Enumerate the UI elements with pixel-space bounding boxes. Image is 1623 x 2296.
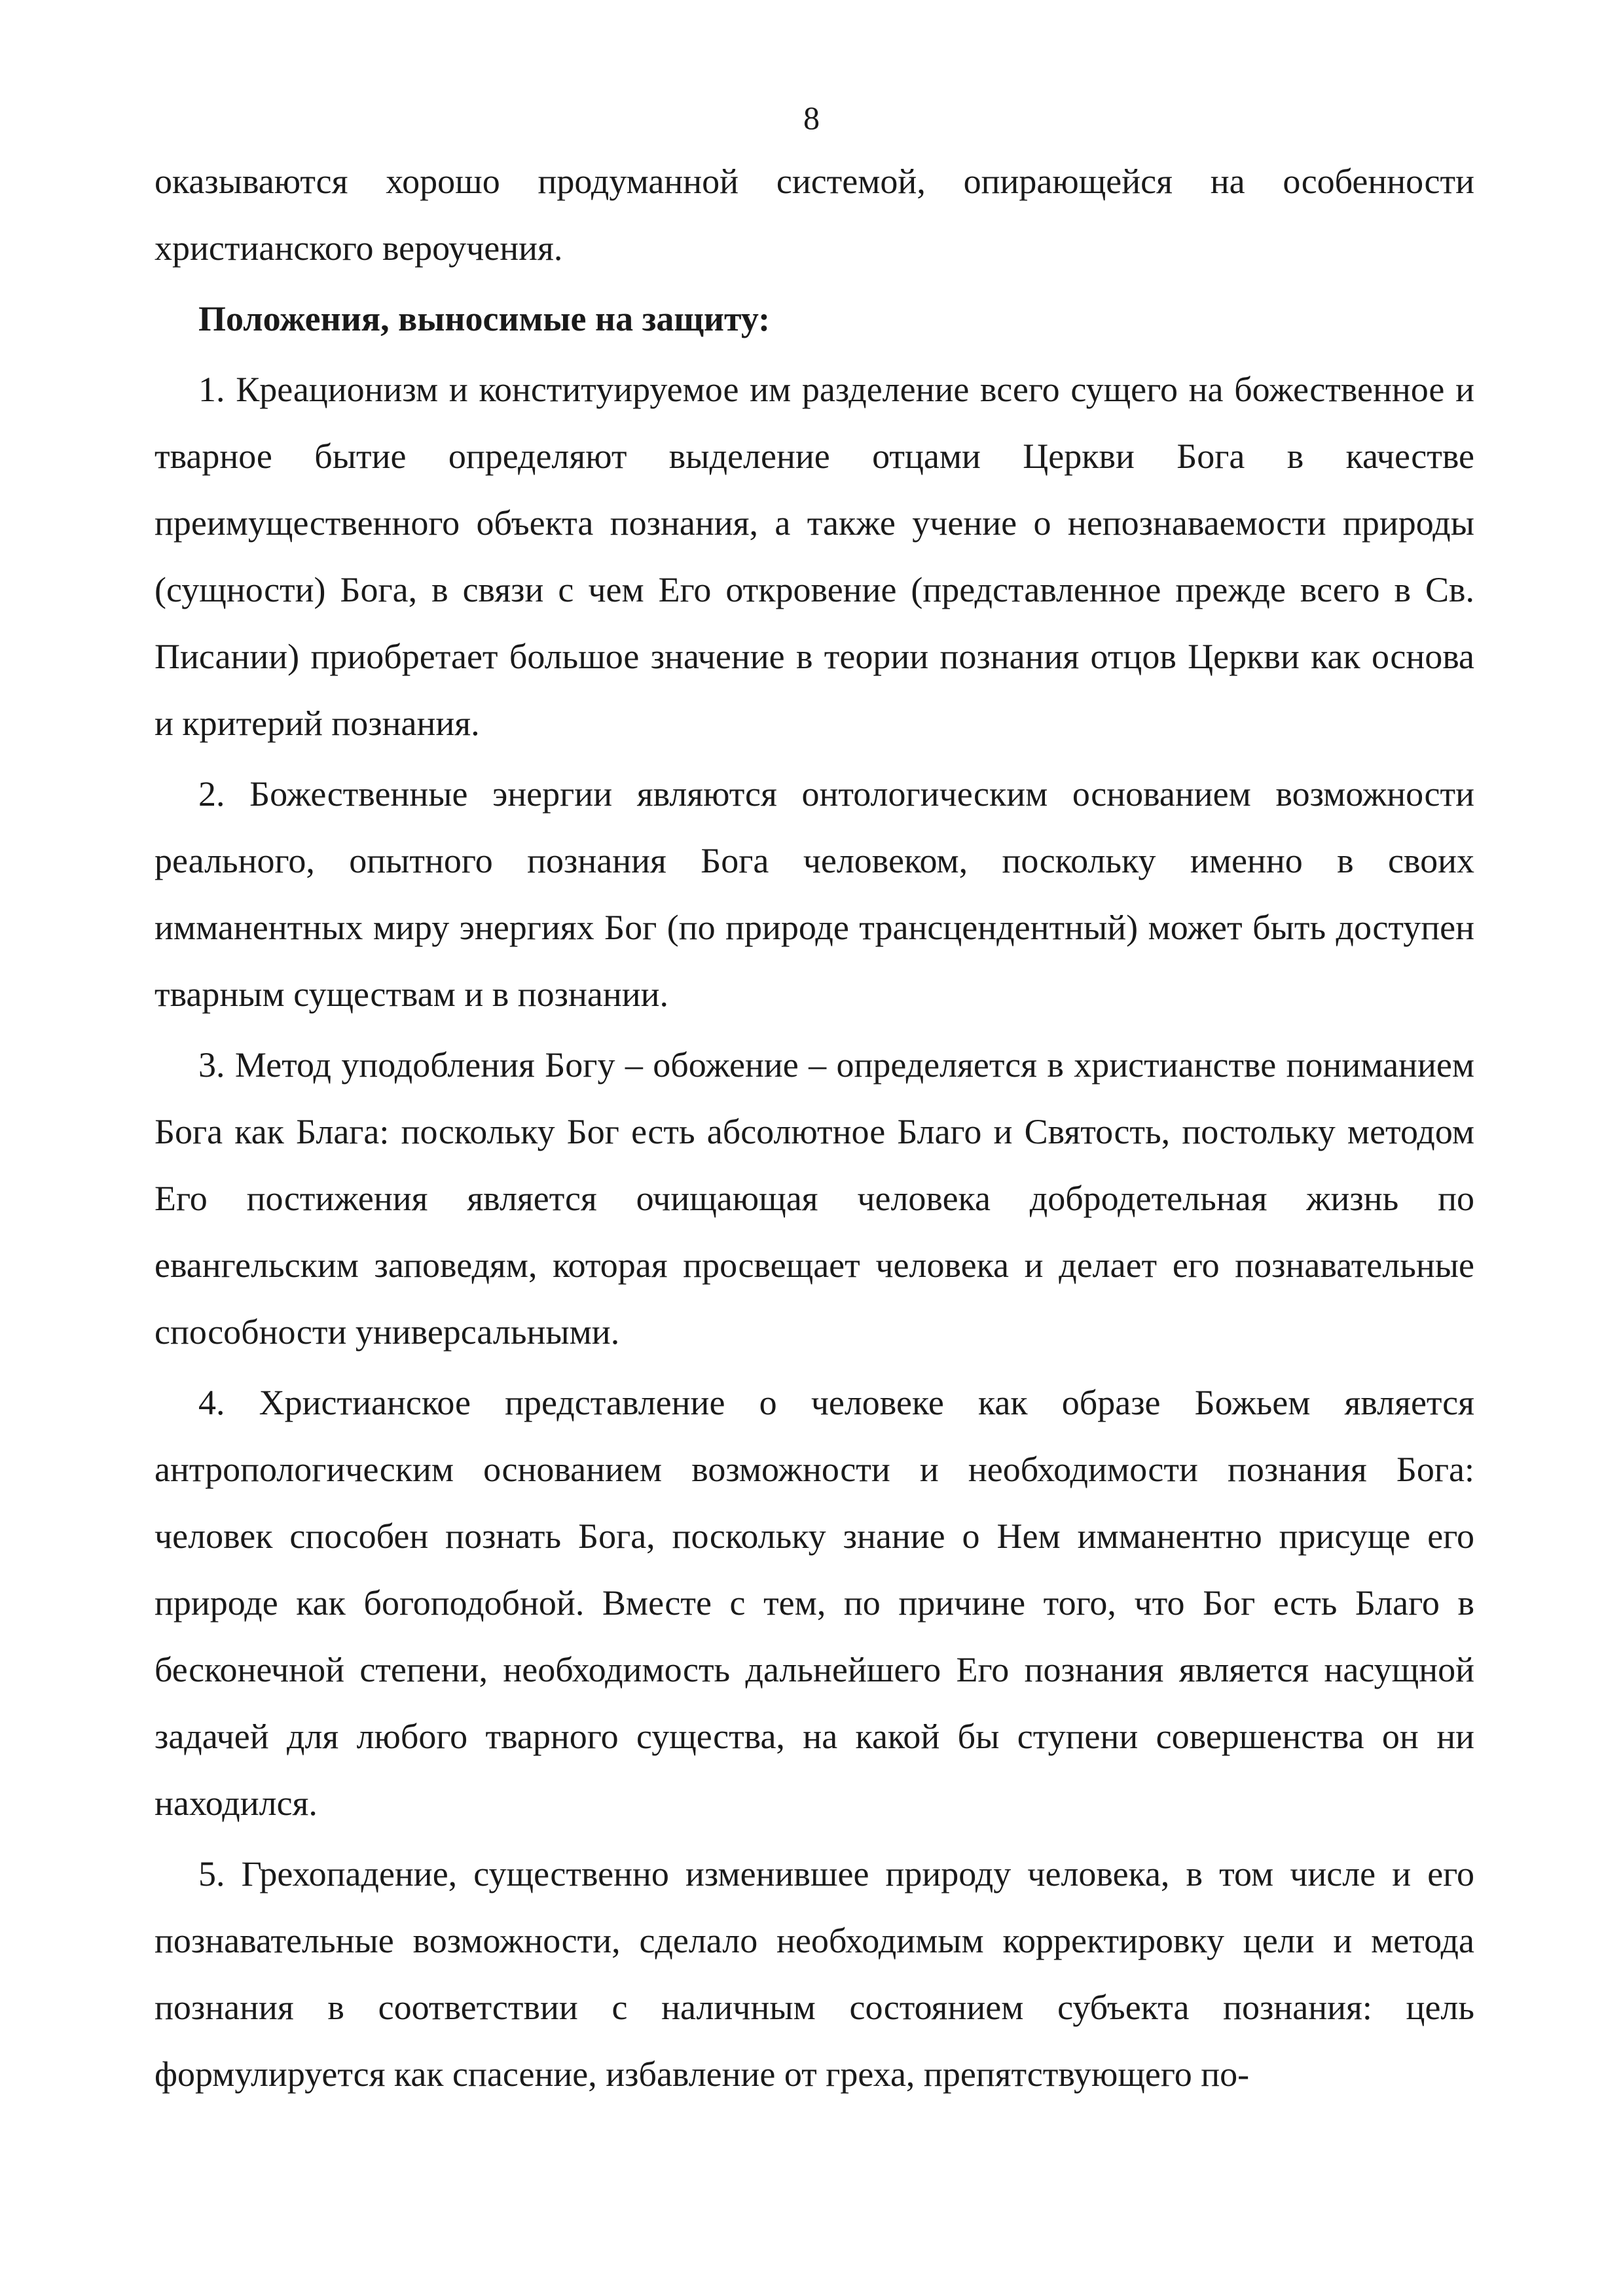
- thesis-3: 3. Метод уподобления Богу – обожение – определяется в христианстве пониманием Бога как Блага: поскольку Бог есть абсолютное Благо и Святость, постольку методом Его постижения является очищающая человека добродетельная жизнь по евангельским заповедям, которая просвещает человека и делает его познавательные способности универсальными.: [155, 1045, 1474, 1352]
- thesis-1: 1. Креационизм и конституируемое им разделение всего сущего на божественное и тварное бытие определяют выделение отцами Церкви Бога в качестве преимущественного объекта познания, а также учение о непознаваемости природы (сущности) Бога, в связи с чем Его откровение (представленное прежде всего в Св. Писании) приобретает большое значение в теории познания отцов Церкви как основа и критерий познания.: [155, 370, 1474, 743]
- section-heading: Положения, выносимые на защиту:: [198, 299, 771, 338]
- thesis-2: 2. Божественные энергии являются онтологическим основанием возможности реального, опытного познания Бога человеком, поскольку именно в своих имманентных миру энергиях Бог (по природе трансцендентный) может быть доступен тварным существам и в познании.: [155, 774, 1474, 1014]
- intro-paragraph: оказываются хорошо продуманной системой, опирающейся на особенности христианского вероучения.: [155, 162, 1474, 268]
- body-text: [155, 148, 1474, 2108]
- page-number: 8: [803, 99, 820, 136]
- thesis-5: 5. Грехопадение, существенно изменившее природу человека, в том числе и его познавательные возможности, сделало необходимым корректировку цели и метода познания в соответствии с наличным состоянием субъекта познания: цель формулируется как спасение, избавление от греха, препятствующего по-: [155, 1854, 1474, 2094]
- thesis-4: 4. Христианское представление о человеке как образе Божьем является антропологическим основанием возможности и необходимости познания Бога: человек способен познать Бога, поскольку знание о Нем имманентно присуще его природе как богоподобной. Вместе с тем, по причине того, что Бог есть Благо в бесконечной степени, необходимость дальнейшего Его познания является насущной задачей для любого тварного существа, на какой бы ступени совершенства он ни находился.: [155, 1383, 1474, 1823]
